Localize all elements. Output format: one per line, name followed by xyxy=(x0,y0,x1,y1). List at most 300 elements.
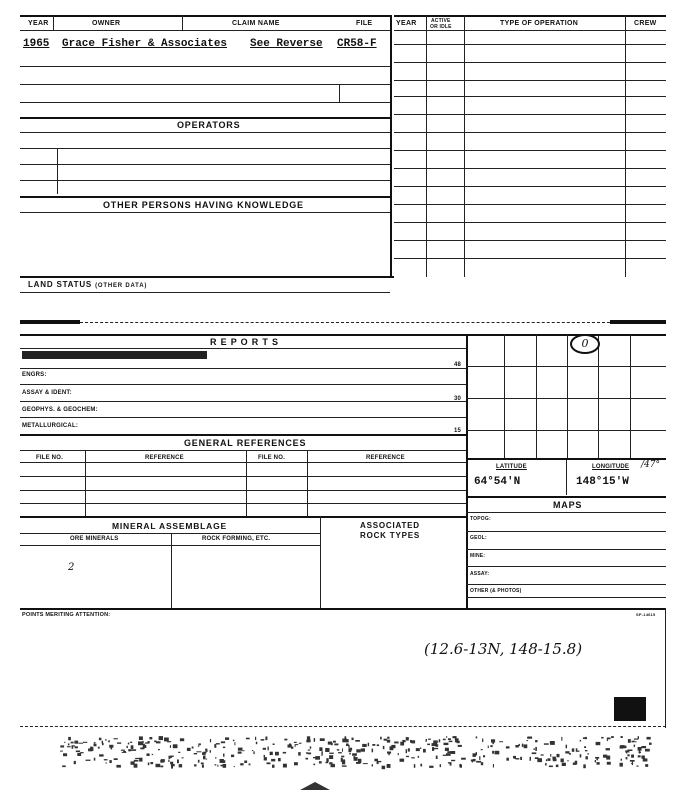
noise-speck xyxy=(620,746,624,749)
noise-speck xyxy=(288,745,292,748)
noise-speck xyxy=(620,763,623,767)
noise-speck xyxy=(67,746,71,747)
noise-speck xyxy=(573,763,577,765)
noise-speck xyxy=(314,738,315,742)
noise-speck xyxy=(534,748,535,750)
noise-speck xyxy=(246,738,250,740)
noise-speck xyxy=(106,762,107,763)
noise-speck xyxy=(194,753,197,754)
entry-owner: Grace Fisher & Associates xyxy=(62,38,228,50)
rule xyxy=(20,476,466,477)
noise-speck xyxy=(94,758,96,761)
noise-speck xyxy=(607,762,611,765)
rule xyxy=(394,240,666,241)
rule xyxy=(20,462,466,463)
noise-speck xyxy=(566,745,567,749)
noise-speck xyxy=(299,743,302,744)
divider xyxy=(390,15,392,277)
noise-speck xyxy=(359,759,361,761)
noise-speck xyxy=(580,754,582,757)
noise-speck xyxy=(606,748,610,750)
ore-mark: 2 xyxy=(68,562,75,573)
noise-speck xyxy=(313,764,315,766)
noise-speck xyxy=(408,748,410,751)
noise-speck xyxy=(337,749,340,750)
rule xyxy=(320,516,321,608)
noise-speck xyxy=(380,737,382,740)
land-status-sub: (OTHER DATA) xyxy=(95,283,148,289)
noise-speck xyxy=(284,739,287,741)
noise-speck xyxy=(387,764,391,768)
noise-speck xyxy=(606,756,610,760)
noise-speck xyxy=(455,738,459,742)
noise-speck xyxy=(321,753,322,756)
noise-speck xyxy=(580,740,581,742)
noise-speck xyxy=(121,750,125,751)
noise-speck xyxy=(586,756,588,759)
noise-speck xyxy=(140,748,144,750)
noise-speck xyxy=(130,742,132,743)
noise-speck xyxy=(149,737,152,739)
noise-speck xyxy=(637,766,639,767)
noise-speck xyxy=(427,744,430,746)
noise-speck xyxy=(114,758,118,760)
noise-speck xyxy=(201,763,204,765)
noise-speck xyxy=(406,737,409,740)
noise-speck xyxy=(325,748,329,752)
rule xyxy=(20,180,390,181)
noise-speck xyxy=(62,765,65,767)
noise-speck xyxy=(535,747,537,751)
noise-speck xyxy=(68,743,70,745)
noise-speck xyxy=(220,765,223,767)
noise-speck xyxy=(221,741,225,743)
rule xyxy=(630,334,631,458)
noise-speck xyxy=(567,760,568,761)
rule xyxy=(426,15,427,277)
noise-speck xyxy=(639,752,642,754)
noise-speck xyxy=(433,740,438,743)
noise-speck xyxy=(99,754,104,756)
noise-speck xyxy=(583,764,586,768)
report-metallurgical: METALLURGICAL: xyxy=(22,423,79,429)
noise-speck xyxy=(451,760,455,761)
noise-speck xyxy=(138,741,142,745)
gr-header-reference-2: REFERENCE xyxy=(366,455,405,461)
noise-speck xyxy=(406,749,407,753)
noise-speck xyxy=(495,751,500,755)
rule xyxy=(20,66,390,67)
noise-speck xyxy=(402,740,405,742)
noise-speck xyxy=(273,744,275,746)
noise-speck xyxy=(515,745,518,748)
noise-speck xyxy=(320,738,325,741)
noise-speck xyxy=(634,746,635,747)
noise-speck xyxy=(182,757,184,758)
noise-speck xyxy=(238,748,243,751)
noise-speck xyxy=(628,739,631,743)
noise-speck xyxy=(626,757,628,759)
noise-speck xyxy=(526,740,528,741)
noise-speck xyxy=(439,739,441,742)
noise-speck xyxy=(72,746,74,749)
rule xyxy=(466,430,666,431)
noise-speck xyxy=(596,742,601,745)
noise-speck xyxy=(416,748,420,751)
rule xyxy=(20,30,390,31)
noise-speck xyxy=(453,736,456,738)
noise-speck xyxy=(506,746,510,748)
rule xyxy=(20,164,390,165)
noise-speck xyxy=(328,742,332,745)
noise-speck xyxy=(514,758,516,759)
circled-mark: 0 xyxy=(570,334,600,354)
noise-speck xyxy=(562,763,566,766)
noise-speck xyxy=(234,766,235,767)
noise-speck xyxy=(356,749,361,752)
noise-speck xyxy=(225,737,229,740)
noise-speck xyxy=(550,741,555,745)
noise-speck xyxy=(374,759,378,762)
noise-speck xyxy=(261,739,265,741)
rule xyxy=(20,102,390,103)
smudge xyxy=(610,320,666,324)
noise-speck xyxy=(461,758,466,760)
noise-speck xyxy=(83,742,87,743)
noise-speck xyxy=(346,744,349,747)
entry-file: CR58-F xyxy=(337,38,377,50)
ore-minerals-header: ORE MINERALS xyxy=(70,536,119,542)
noise-speck xyxy=(198,760,200,763)
noise-speck xyxy=(449,741,453,743)
noise-speck xyxy=(383,746,385,749)
noise-speck xyxy=(325,762,328,763)
noise-speck xyxy=(342,765,347,766)
rule xyxy=(20,196,390,198)
noise-speck xyxy=(214,744,216,748)
noise-speck xyxy=(625,750,629,752)
col-header-year: YEAR xyxy=(28,20,49,27)
noise-speck xyxy=(390,746,394,750)
noise-speck xyxy=(451,751,455,753)
noise-speck xyxy=(122,752,127,753)
noise-speck xyxy=(64,742,65,743)
noise-speck xyxy=(528,737,532,739)
col-header-file: FILE xyxy=(356,20,373,27)
report-number-3: 15 xyxy=(454,428,462,434)
noise-speck xyxy=(520,757,522,760)
noise-speck xyxy=(343,759,345,762)
noise-speck xyxy=(94,744,97,747)
noise-speck xyxy=(308,750,311,751)
noise-speck xyxy=(319,761,322,763)
gr-header-reference-1: REFERENCE xyxy=(145,455,184,461)
noise-speck xyxy=(221,760,225,763)
noise-speck xyxy=(506,758,509,761)
noise-speck xyxy=(198,746,200,747)
noise-speck xyxy=(168,760,169,762)
noise-speck xyxy=(156,764,161,767)
noise-speck xyxy=(142,741,144,743)
noise-speck xyxy=(210,750,211,753)
latitude-value: 64°54'N xyxy=(474,476,521,488)
rule xyxy=(504,334,505,458)
noise-speck xyxy=(630,760,635,762)
noise-speck xyxy=(588,753,589,755)
noise-speck xyxy=(627,754,629,756)
noise-speck xyxy=(361,748,365,751)
noise-speck xyxy=(265,737,267,741)
noise-speck xyxy=(643,758,648,761)
noise-speck xyxy=(382,766,386,770)
noise-speck xyxy=(205,749,207,752)
rule xyxy=(394,132,666,133)
noise-speck xyxy=(341,756,344,758)
noise-speck xyxy=(544,743,549,745)
rule xyxy=(466,566,666,567)
noise-speck xyxy=(134,764,138,768)
noise-speck xyxy=(329,755,333,759)
noise-speck xyxy=(217,765,218,767)
noise-speck xyxy=(535,757,539,759)
rule xyxy=(20,132,390,133)
rule xyxy=(566,460,567,495)
noise-speck xyxy=(547,758,550,761)
noise-speck xyxy=(406,756,409,757)
noise-speck xyxy=(607,738,611,740)
noise-speck xyxy=(436,756,438,759)
gr-header-file-no-1: FILE NO. xyxy=(36,455,63,461)
rule xyxy=(20,292,390,293)
noise-speck xyxy=(223,747,225,749)
noise-speck xyxy=(79,743,84,744)
rule xyxy=(182,15,183,31)
noise-speck xyxy=(108,740,110,742)
noise-speck xyxy=(420,748,421,749)
noise-speck xyxy=(645,764,648,767)
noise-speck xyxy=(263,748,266,750)
rule xyxy=(466,549,666,550)
noise-speck xyxy=(522,744,524,747)
noise-speck xyxy=(576,751,579,752)
noise-speck xyxy=(148,762,150,765)
op-header-crew: CREW xyxy=(634,20,657,27)
rule xyxy=(598,334,599,458)
noise-speck xyxy=(338,752,342,753)
noise-speck xyxy=(329,753,334,754)
rule xyxy=(57,148,58,194)
other-persons-heading: OTHER PERSONS HAVING KNOWLEDGE xyxy=(103,200,304,210)
noise-speck xyxy=(448,762,450,763)
noise-speck xyxy=(98,747,100,749)
noise-speck xyxy=(170,762,173,765)
rule xyxy=(466,531,666,532)
rule xyxy=(20,450,466,451)
noise-speck xyxy=(387,737,389,739)
noise-speck xyxy=(434,748,438,749)
report-engrs: ENGRS: xyxy=(22,372,47,378)
noise-speck xyxy=(105,739,107,740)
noise-speck xyxy=(363,763,368,764)
noise-speck xyxy=(131,745,134,749)
noise-speck xyxy=(331,764,335,765)
noise-speck xyxy=(641,746,646,748)
noise-speck xyxy=(180,738,184,741)
noise-speck xyxy=(333,741,336,743)
noise-speck xyxy=(275,752,279,756)
noise-speck xyxy=(117,742,121,743)
noise-speck xyxy=(147,753,150,756)
noise-speck xyxy=(170,745,171,748)
noise-speck xyxy=(139,736,143,740)
noise-speck xyxy=(490,745,492,747)
noise-speck xyxy=(398,753,399,755)
noise-speck xyxy=(535,740,537,742)
noise-speck xyxy=(102,743,104,746)
noise-speck xyxy=(271,759,275,762)
noise-speck xyxy=(135,758,139,759)
noise-speck xyxy=(159,736,163,740)
noise-speck xyxy=(252,750,254,751)
noise-speck xyxy=(499,741,503,742)
noise-speck xyxy=(433,743,437,745)
noise-speck xyxy=(471,760,476,762)
rule xyxy=(20,417,466,418)
noise-speck xyxy=(460,764,462,767)
noise-speck xyxy=(272,765,275,768)
op-header-idle: OR IDLE xyxy=(430,24,452,30)
noise-speck xyxy=(310,746,312,748)
maps-mine: MINE: xyxy=(470,553,486,559)
noise-speck xyxy=(443,755,447,756)
rule xyxy=(466,366,666,367)
noise-speck xyxy=(283,764,287,768)
noise-speck xyxy=(114,738,118,739)
noise-speck xyxy=(492,751,494,754)
rule xyxy=(466,398,666,399)
black-square xyxy=(614,697,646,721)
noise-speck xyxy=(238,752,242,754)
noise-speck xyxy=(450,762,452,766)
noise-speck xyxy=(306,752,308,753)
noise-speck xyxy=(387,752,391,754)
rule xyxy=(20,726,666,727)
noise-speck xyxy=(400,742,404,746)
noise-speck xyxy=(267,762,271,764)
noise-speck xyxy=(440,764,441,767)
rule xyxy=(20,368,466,369)
noise-speck xyxy=(244,761,247,764)
noise-speck xyxy=(556,765,559,768)
associated-rock-types-2: ROCK TYPES xyxy=(360,531,421,540)
noise-speck xyxy=(611,736,614,738)
noise-speck xyxy=(253,751,254,754)
noise-speck xyxy=(634,739,638,740)
noise-speck xyxy=(74,741,78,744)
form-number: SP-14615 xyxy=(636,612,656,617)
longitude-value: 148°15'W xyxy=(576,476,629,488)
noise-speck xyxy=(634,745,635,747)
noise-speck xyxy=(331,765,336,767)
noise-speck xyxy=(255,737,256,740)
noise-speck xyxy=(192,747,194,749)
rule xyxy=(20,15,390,17)
noise-speck xyxy=(210,739,211,742)
rule xyxy=(20,503,466,504)
smudge xyxy=(20,320,80,324)
smeared-label xyxy=(22,351,207,359)
noise-speck xyxy=(491,739,495,742)
rule xyxy=(20,545,320,546)
noise-speck xyxy=(545,763,547,765)
noise-speck xyxy=(557,754,560,757)
noise-speck xyxy=(638,755,641,757)
maps-other: OTHER (& PHOTOS) xyxy=(470,588,522,594)
noise-speck xyxy=(131,749,136,751)
noise-speck xyxy=(75,746,78,748)
entry-year: 1965 xyxy=(23,38,50,50)
noise-speck xyxy=(294,742,297,743)
noise-speck xyxy=(206,759,207,760)
noise-speck xyxy=(313,757,317,758)
rule xyxy=(20,334,666,336)
points-label: POINTS MERITING ATTENTION: xyxy=(22,612,111,618)
report-number-2: 30 xyxy=(454,396,462,402)
noise-speck xyxy=(372,764,373,766)
noise-speck xyxy=(387,740,390,743)
rule xyxy=(20,401,466,402)
entry-claim-name: See Reverse xyxy=(250,38,323,50)
noise-speck xyxy=(355,740,360,742)
noise-speck xyxy=(350,748,353,751)
noise-speck xyxy=(298,752,301,756)
noise-speck xyxy=(295,744,298,745)
noise-speck xyxy=(216,743,220,744)
mineral-assemblage-title: MINERAL ASSEMBLAGE xyxy=(112,521,227,531)
noise-speck xyxy=(632,762,633,766)
noise-speck xyxy=(243,750,245,751)
rock-forming-header: ROCK FORMING, ETC. xyxy=(202,536,271,542)
noise-speck xyxy=(561,759,564,763)
noise-speck xyxy=(90,747,92,751)
noise-speck xyxy=(595,760,596,762)
noise-speck xyxy=(372,749,374,753)
noise-speck xyxy=(202,752,206,755)
noise-speck xyxy=(418,756,419,758)
noise-speck xyxy=(256,742,257,745)
noise-speck xyxy=(178,752,180,753)
rule xyxy=(466,584,666,585)
noise-speck xyxy=(377,744,379,746)
noise-speck xyxy=(362,744,367,747)
rule xyxy=(20,117,390,119)
col-header-claim-name: CLAIM NAME xyxy=(232,20,280,27)
noise-speck xyxy=(631,755,634,758)
noise-speck xyxy=(139,758,142,762)
noise-speck xyxy=(352,753,357,756)
noise-speck xyxy=(423,749,426,753)
noise-speck xyxy=(482,739,483,743)
handwritten-coordinates: (12.6-13N, 148-15.8) xyxy=(424,640,583,658)
rule xyxy=(394,186,666,187)
noise-speck xyxy=(307,736,310,739)
noise-speck xyxy=(549,766,553,768)
noise-speck xyxy=(447,751,452,753)
noise-speck xyxy=(635,741,637,742)
general-references-title: GENERAL REFERENCES xyxy=(184,438,307,448)
noise-speck xyxy=(446,736,447,738)
noise-speck xyxy=(60,745,64,747)
